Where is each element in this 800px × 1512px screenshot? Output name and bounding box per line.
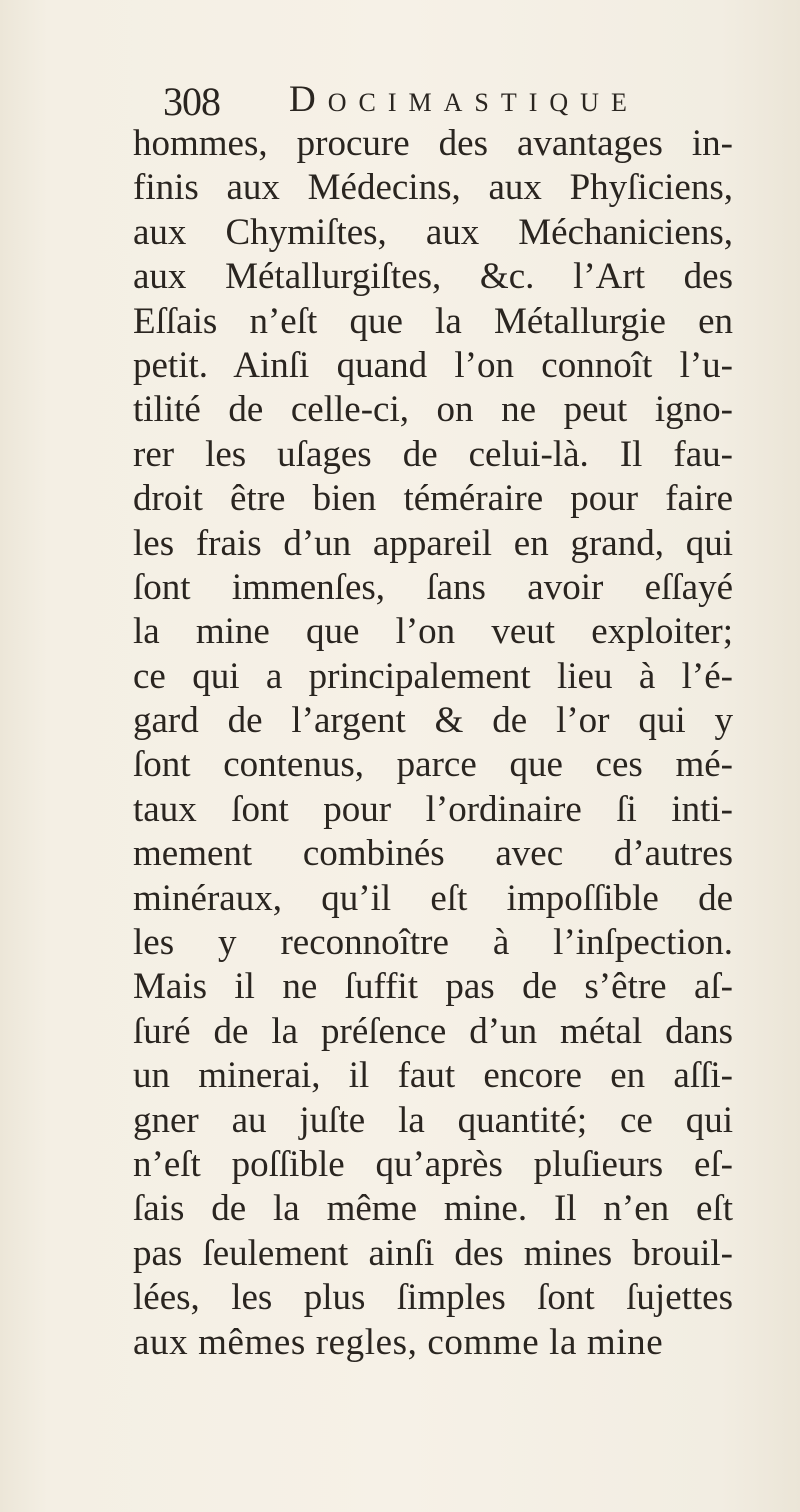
text-line: pas ſeulement ainſi des mines brouil- [133,1232,733,1274]
text-line: n’eſt poſſible qu’après pluſieurs eſ- [133,1143,733,1185]
text-line: petit. Ainſi quand l’on connoît l’u- [133,344,733,386]
text-line: finis aux Médecins, aux Phyſiciens, [133,167,733,209]
running-head: Docimastique [289,79,639,120]
text-line: hommes, procure des avantages in- [133,123,733,164]
text-line: Eſſais n’eſt que la Métallurgie en [133,300,733,342]
page-number: 308 [163,79,220,124]
body-text [133,122,733,1365]
text-line: aux Chymiſtes, aux Méchaniciens, [133,211,733,253]
text-line: Mais il ne ſuffit pas de s’être aſ- [133,966,733,1008]
text-line: droit être bien téméraire pour faire [133,478,733,520]
text-line: aux Métallurgiſtes, &c. l’Art des [133,256,733,298]
text-line: gard de l’argent & de l’or qui y [133,700,733,742]
text-line: la mine que l’on veut exploiter; [133,611,733,653]
text-line: les y reconnoître à l’inſpection. [133,922,733,964]
text-line: ce qui a principalement lieu à l’é- [133,655,733,697]
text-line: taux ſont pour l’ordinaire ſi inti- [133,788,733,830]
text-line: mement combinés avec d’autres [133,833,733,875]
text-line: ſuré de la préſence d’un métal dans [133,1010,733,1052]
text-line: ſont contenus, parce que ces mé- [133,744,733,786]
text-line: les frais d’un appareil en grand, qui [133,522,733,564]
text-line: lées, les plus ſimples ſont ſujettes [133,1277,733,1319]
text-line: rer les uſages de celui-là. Il fau- [133,433,733,475]
text-line: ſais de la même mine. Il n’en eſt [133,1188,733,1230]
text-line: aux mêmes regles, comme la mine [133,1321,664,1363]
text-line: tilité de celle-ci, on ne peut igno- [133,389,733,431]
text-line: gner au juſte la quantité; ce qui [133,1099,733,1141]
text-line: minéraux, qu’il eſt impoſſible de [133,877,733,919]
text-line: un minerai, il faut encore en aſſi- [133,1055,733,1097]
text-line: ſont immenſes, ſans avoir eſſayé [133,566,733,608]
